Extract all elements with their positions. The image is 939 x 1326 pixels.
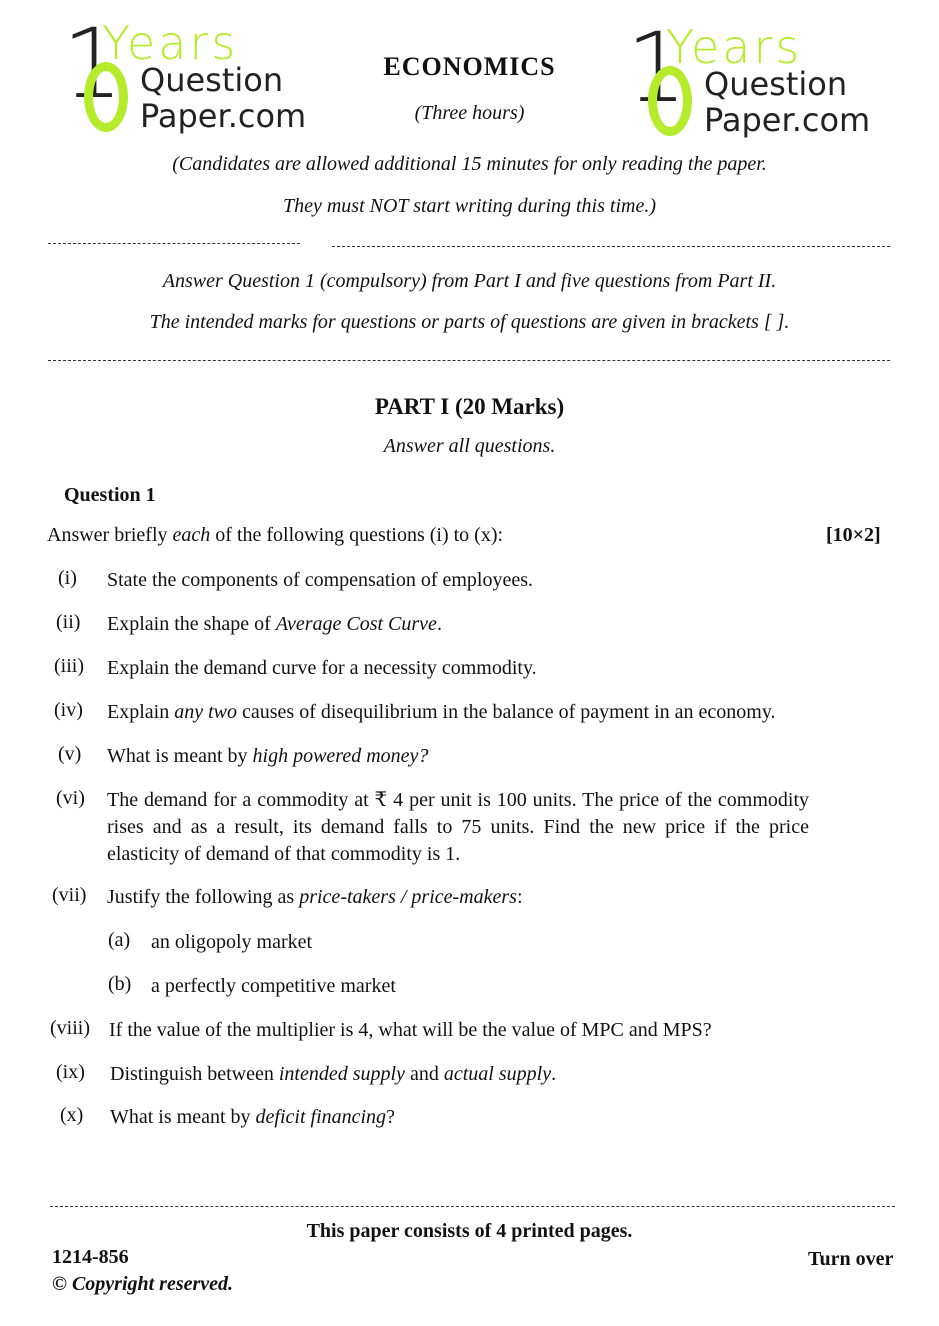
list-item: Explain the shape of Average Cost Curve. [107, 613, 442, 635]
item-number: (ix) [56, 1061, 85, 1083]
reading-time-note-line2: They must NOT start writing during this time.) [282, 195, 656, 217]
logo-question: Question [704, 65, 848, 103]
item-number: (i) [58, 567, 77, 589]
divider [48, 243, 300, 244]
footer-divider [50, 1206, 895, 1207]
divider [48, 360, 890, 361]
logo-years: Years [102, 16, 239, 70]
list-item: State the components of compensation of employees. [107, 569, 534, 591]
reading-time-note-line1: (Candidates are allowed additional 15 minutes for only reading the paper. [172, 153, 767, 175]
question-marks: [10×2] [826, 524, 881, 546]
logo-paper: Paper.com [140, 97, 307, 135]
sub-item-number: (b) [108, 973, 132, 995]
list-item: What is meant by deficit financing? [110, 1106, 395, 1128]
paper-code: 1214-856 [52, 1246, 129, 1268]
list-item: Distinguish between intended supply and actual supply. [110, 1063, 557, 1085]
duration: (Three hours) [414, 102, 525, 124]
item-number: (v) [58, 743, 82, 765]
part-title: PART I (20 Marks) [374, 394, 565, 419]
copyright-notice: © Copyright reserved. [52, 1273, 234, 1295]
sub-list-item: a perfectly competitive market [151, 975, 396, 997]
list-item: Explain any two causes of disequilibrium in the balance of payment in an economy. [107, 701, 776, 723]
list-item: Justify the following as price-takers / price-makers: [107, 886, 523, 908]
logo-question: Question [140, 61, 284, 99]
item-number: (x) [60, 1104, 84, 1126]
logo-digit: 1 [62, 8, 124, 120]
subject-title: ECONOMICS [383, 52, 556, 81]
item-number: (iii) [54, 655, 84, 677]
question-intro: Answer briefly each of the following questions (i) to (x): [47, 524, 504, 546]
instructions-line2: The intended marks for questions or parts of questions are given in brackets [ ]. [149, 311, 790, 333]
page-count-note: This paper consists of 4 printed pages. [306, 1220, 633, 1242]
logo-paper: Paper.com [704, 101, 871, 139]
list-item: What is meant by high powered money? [107, 745, 429, 767]
list-item: Explain the demand curve for a necessity commodity. [107, 657, 537, 679]
part-instruction: Answer all questions. [383, 435, 556, 457]
list-item: The demand for a commodity at ₹ 4 per unit is 100 units. The price of the commodity rises and as a result, its demand falls to 75 units. Find the new price if the price elasticity of demand of that commodity is 1. [107, 789, 809, 865]
item-number: (ii) [56, 611, 81, 633]
item-number: (vii) [52, 884, 87, 906]
list-item: If the value of the multiplier is 4, what will be the value of MPC and MPS? [109, 1019, 712, 1041]
item-number: (iv) [54, 699, 83, 721]
logo-years: Years [666, 20, 803, 74]
item-number: (vi) [56, 787, 85, 809]
divider [332, 246, 890, 247]
question-heading: Question 1 [64, 484, 156, 506]
logo-digit: 1 [626, 12, 688, 124]
item-number: (viii) [50, 1017, 90, 1039]
turn-over-note: Turn over [808, 1248, 894, 1270]
instructions-line1: Answer Question 1 (compulsory) from Part I and five questions from Part II. [162, 270, 777, 292]
sub-item-number: (a) [108, 929, 131, 951]
sub-list-item: an oligopoly market [151, 931, 313, 953]
